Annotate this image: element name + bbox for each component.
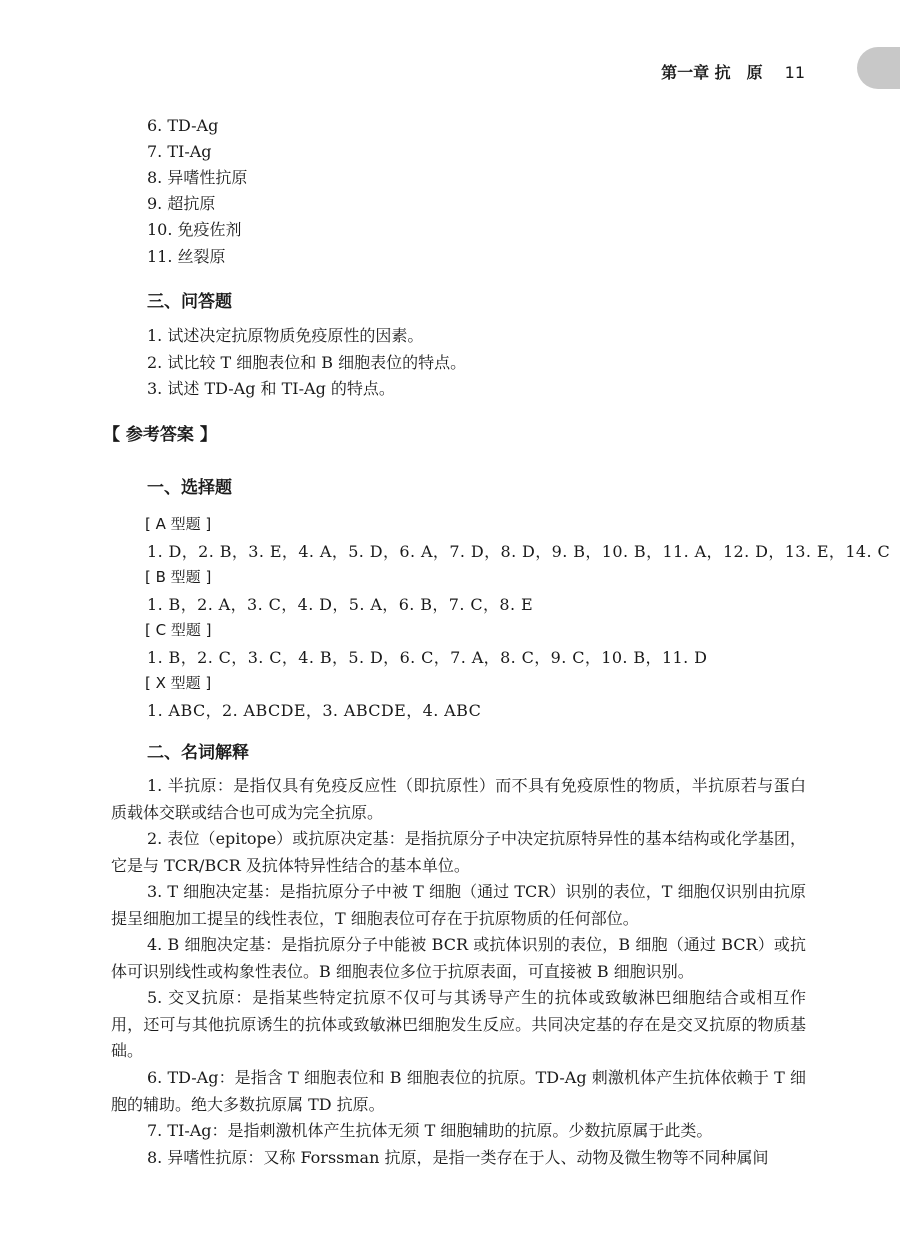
- running-header: [0, 60, 805, 83]
- answer-row: 1. B，2. C，3. C，4. B，5. D，6. C，7. A，8. C，9. C，10. B，11. D: [147, 648, 708, 667]
- term-explanation: 5. 交叉抗原：是指某些特定抗原不仅可与其诱导产生的抗体或致敏淋巴细胞结合或相互作用，还可与其他抗原诱生的抗体或致敏淋巴细胞发生反应。共同决定基的存在是交叉抗原的物质基础。: [111, 988, 806, 1060]
- question-type-label: [ C 型题 ]: [145, 621, 212, 639]
- term-item: 11. 丝裂原: [147, 247, 226, 266]
- term-explanation: 1. 半抗原：是指仅具有免疫反应性（即抗原性）而不具有免疫原性的物质，半抗原若与蛋白质载体交联或结合也可成为完全抗原。: [111, 776, 806, 822]
- question-item: 3. 试述 TD-Ag 和 TI-Ag 的特点。: [147, 379, 395, 398]
- question-type-label: [ B 型题 ]: [145, 568, 212, 586]
- answer-row: 1. ABC，2. ABCDE，3. ABCDE，4. ABC: [147, 701, 482, 720]
- answers-heading: 【 参考答案 】: [103, 425, 217, 445]
- answer-row: 1. B，2. A，3. C，4. D，5. A，6. B，7. C，8. E: [147, 595, 534, 614]
- terms-answer-heading: 二、名词解释: [147, 743, 249, 763]
- question-item: 2. 试比较 T 细胞表位和 B 细胞表位的特点。: [147, 353, 467, 372]
- term-item: 9. 超抗原: [147, 194, 216, 213]
- term-item: 8. 异嗜性抗原: [147, 168, 248, 187]
- term-item: 7. TI-Ag: [147, 142, 212, 161]
- term-item: 10. 免疫佐剂: [147, 220, 242, 239]
- term-explanation: 7. TI-Ag：是指刺激机体产生抗体无须 T 细胞辅助的抗原。少数抗原属于此类。: [147, 1121, 713, 1140]
- question-type-label: [ A 型题 ]: [145, 515, 212, 533]
- chapter-title: 第一章 抗 原: [661, 63, 763, 82]
- term-explanation: 8. 异嗜性抗原：又称 Forssman 抗原，是指一类存在于人、动物及微生物等不同种属间: [147, 1148, 769, 1167]
- term-explanation: 3. T 细胞决定基：是指抗原分子中被 T 细胞（通过 TCR）识别的表位，T 细胞仅识别由抗原提呈细胞加工提呈的线性表位，T 细胞表位可存在于抗原物质的任何部位。: [111, 882, 806, 928]
- term-explanation: 4. B 细胞决定基：是指抗原分子中能被 BCR 或抗体识别的表位，B 细胞（通过 BCR）或抗体可识别线性或构象性表位。B 细胞表位多位于抗原表面，可直接被 B 细胞识别。: [111, 935, 806, 981]
- question-type-label: [ X 型题 ]: [145, 674, 212, 692]
- questions-heading: 三、问答题: [147, 292, 232, 312]
- page-number: 11: [784, 63, 805, 82]
- answer-row: 1. D，2. B，3. E，4. A，5. D，6. A，7. D，8. D，9. B，10. B，11. A，12. D，13. E，14. C: [147, 542, 891, 561]
- choice-heading: 一、选择题: [147, 478, 232, 498]
- term-explanation: 2. 表位（epitope）或抗原决定基：是指抗原分子中决定抗原特异性的基本结构或化学基团，它是与 TCR/BCR 及抗体特异性结合的基本单位。: [111, 829, 806, 875]
- term-item: 6. TD-Ag: [147, 116, 219, 135]
- term-explanation: 6. TD-Ag：是指含 T 细胞表位和 B 细胞表位的抗原。TD-Ag 刺激机体产生抗体依赖于 T 细胞的辅助。绝大多数抗原属 TD 抗原。: [111, 1068, 806, 1114]
- chapter-thumb-tab: [857, 47, 900, 89]
- question-item: 1. 试述决定抗原物质免疫原性的因素。: [147, 326, 424, 345]
